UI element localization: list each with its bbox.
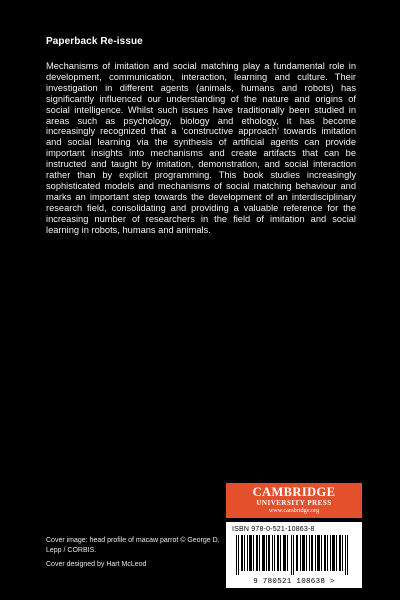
barcode-digits: 9 780521 108638 > <box>253 578 335 586</box>
reissue-label: Paperback Re-issue <box>46 36 143 47</box>
barcode-box <box>226 522 362 588</box>
isbn-label: ISBN 978-0-521-10863-8 <box>232 526 315 533</box>
publisher-logo-box <box>226 483 362 518</box>
publisher-name: CAMBRIDGE <box>252 485 336 499</box>
cover-designer-credit: Cover designed by Hart McLeod <box>46 561 147 568</box>
cover-image-credit: Cover image: head profile of macaw parrot © George D. Lepp / CORBIS. <box>46 537 220 554</box>
book-description: Mechanisms of imitation and social matching play a fundamental role in development, communication, interaction, learning and culture. Their investigation in different agents (animals, humans and robots) has significantly influenced our understanding of the nature and origins of social intelligence. Whilst such issues have traditionally been studied in areas such as psychology, biology and ethology, it has become increasingly recognized that a ‘constructive approach’ towards imitation and social learning via the synthesis of artificial agents can provide important insights into mechanisms and create artifacts that can be instructed and taught by imitation, demonstration, and social interaction rather than by explicit programming. This book studies increasingly sophisticated models and mechanisms of social matching behaviour and marks an important step towards the development of an interdisciplinary research field, consolidating and providing a valuable reference for the increasing number of researchers in the field of imitation and social learning in robots, humans and animals. <box>46 61 356 235</box>
barcode-icon <box>234 535 354 575</box>
publisher-url: www.cambridge.org <box>268 507 320 514</box>
publisher-subtitle: UNIVERSITY PRESS <box>256 499 332 507</box>
